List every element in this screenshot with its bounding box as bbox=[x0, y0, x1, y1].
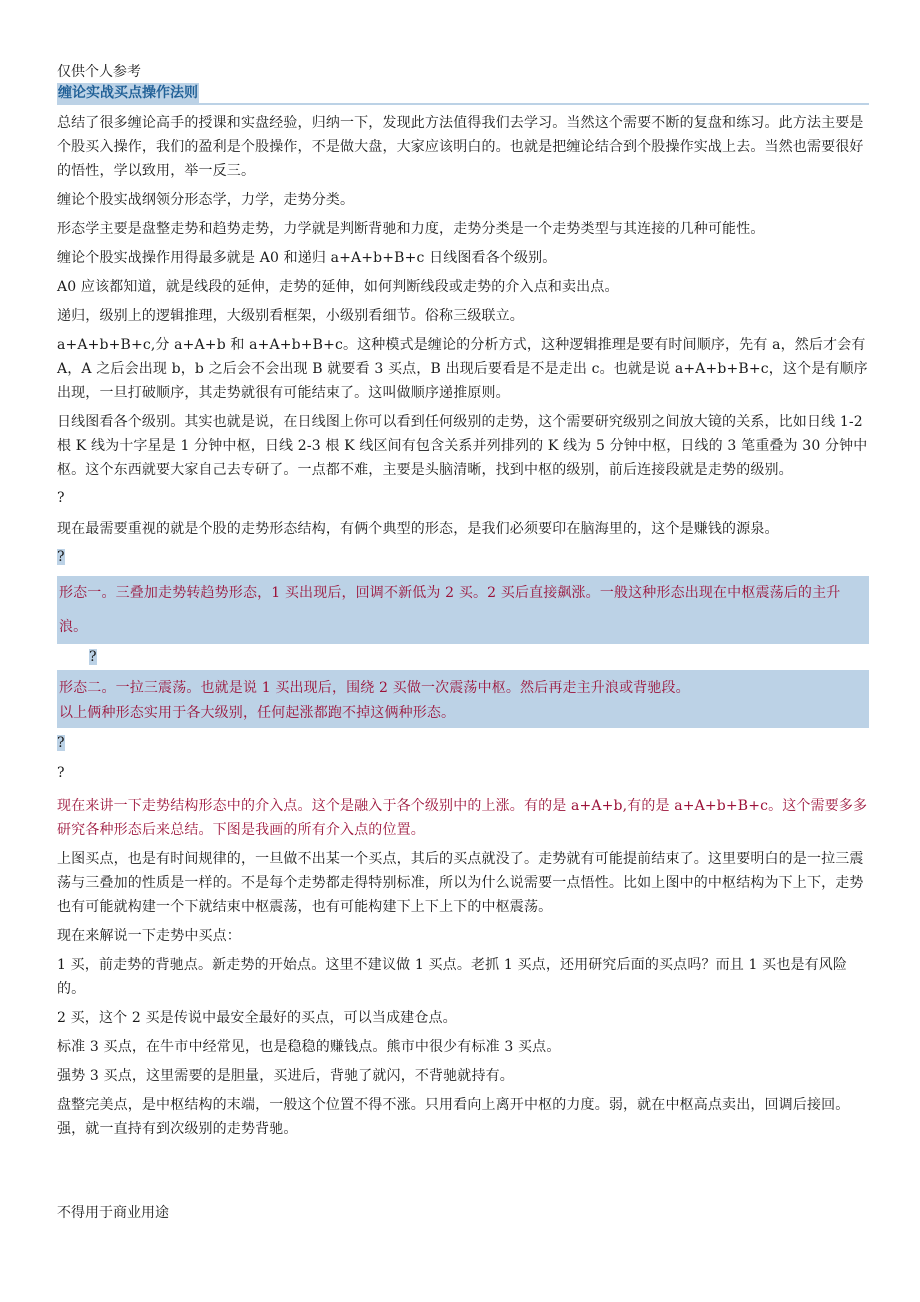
paragraph-intro: 总结了很多缠论高手的授课和实盘经验，归纳一下，发现此方法值得我们去学习。当然这个需要不断的复盘和练习。此方法主要是个股买入操作，我们的盈利是个股操作，不是做大盘，大家应该明白的。也就是把缠论结合到个股操作实战上去。当然也需要很好的悟性，学以致用，举一反三。 bbox=[57, 115, 864, 179]
document-title: 缠论实战买点操作法则 bbox=[58, 85, 198, 101]
paragraph-morphology: 形态学主要是盘整走势和趋势走势，力学就是判断背驰和力度，走势分类是一个走势类型与其连接的几种可能性。 bbox=[57, 221, 765, 237]
question-mark-indented bbox=[57, 646, 869, 668]
paragraph-sequence: a+A+b+B+c,分 a+A+b 和 a+A+b+B+c。这种模式是缠论的分析方式，这种逻辑推理是要有时间顺序，先有 a，然后才会有 A，A 之后会出现 b，b 之后会不会出现 B 就要看 3 买点，B 出现后要看是不是走出 c。也就是说 a+A+b+B+c，这个是有顺序出现，一旦打破顺序，其走势就很有可能结束了。这叫做顺序递推原则。 bbox=[57, 337, 868, 401]
form-one-text: 形态一。三叠加走势转趋势形态，1 买出现后，回调不新低为 2 买。2 买后直接飙涨。一般这种形态出现在中枢震荡后的主升浪。 bbox=[59, 585, 841, 635]
paragraph-consolidation: 盘整完美点，是中枢结构的末端，一般这个位置不得不涨。只用看向上离开中枢的力度。弱，就在中枢高点卖出，回调后接回。强，就一直持有到次级别的走势背驰。 bbox=[57, 1097, 850, 1137]
question-mark-highlight bbox=[57, 732, 869, 754]
paragraph-a0: A0 应该都知道，就是线段的延伸，走势的延伸，如何判断线段或走势的介入点和卖出点。 bbox=[57, 279, 619, 295]
paragraph-entry-points: 现在来讲一下走势结构形态中的介入点。这个是融入于各个级别中的上涨。有的是 a+A+b,有的是 a+A+b+B+c。这个需要多多研究各种形态后来总结。下图是我画的所有介入点的位置。 bbox=[57, 798, 868, 838]
form-one-block bbox=[57, 576, 869, 644]
paragraph-buy-timing: 上图买点，也是有时间规律的，一旦做不出某一个买点，其后的买点就没了。走势就有可能提前结束了。这里要明白的是一拉三震荡与三叠加的性质是一样的。不是每个走势都走得特别标准，所以为什么说需要一点悟性。比如上图中的中枢结构为下上下，走势也有可能就构建一个下就结束中枢震荡，也有可能构建下上下上下的中枢震荡。 bbox=[57, 851, 864, 915]
paragraph-daily-chart: 日线图看各个级别。其实也就是说，在日线图上你可以看到任何级别的走势，这个需要研究级别之间放大镜的关系，比如日线 1-2 根 K 线为十字星是 1 分钟中枢，日线 2-3 根 K 线区间有包含关系并列排列的 K 线为 5 分钟中枢，日线的 3 笔重叠为 30 分钟中枢。这个东西就要大家自己去专研了。一点都不难，主要是头脑清晰，找到中枢的级别，前后连接段就是走势的级别。 bbox=[57, 414, 868, 478]
page-header: 仅供个人参考 bbox=[57, 64, 141, 80]
question-mark-highlight bbox=[57, 546, 869, 568]
form-two-block bbox=[57, 670, 869, 728]
question-mark-text: ? bbox=[57, 735, 65, 751]
paragraph-buy-1: 1 买，前走势的背驰点。新走势的开始点。这里不建议做 1 买点。老抓 1 买点，还用研究后面的买点吗？而且 1 买也是有风险的。 bbox=[57, 957, 848, 997]
title-underline bbox=[57, 103, 869, 105]
question-mark: ? bbox=[57, 765, 65, 781]
paragraph-a0-recursion: 缠论个股实战操作用得最多就是 A0 和递归 a+A+b+B+c 日线图看各个级别。 bbox=[57, 250, 557, 266]
document-page bbox=[57, 62, 869, 1146]
forms-note-text: 以上俩种形态实用于各大级别，任何起涨都跑不掉这俩种形态。 bbox=[59, 705, 456, 721]
title-wrap bbox=[57, 82, 869, 103]
paragraph-recursion: 递归，级别上的逻辑推理，大级别看框架，小级别看细节。俗称三级联立。 bbox=[57, 308, 524, 324]
paragraph-buy-3-strong: 强势 3 买点，这里需要的是胆量，买进后，背驰了就闪，不背驰就持有。 bbox=[57, 1068, 514, 1084]
paragraph-structure: 现在最需要重视的就是个股的走势形态结构，有俩个典型的形态，是我们必须要印在脑海里的，这个是赚钱的源泉。 bbox=[57, 521, 779, 537]
paragraph-buy-points-intro: 现在来解说一下走势中买点： bbox=[57, 928, 241, 944]
question-mark: ? bbox=[57, 490, 65, 506]
paragraph-buy-3-standard: 标准 3 买点，在牛市中经常见，也是稳稳的赚钱点。熊市中很少有标准 3 买点。 bbox=[57, 1039, 561, 1055]
question-mark-text: ? bbox=[89, 649, 97, 665]
page-footer: 不得用于商业用途 bbox=[57, 1205, 169, 1221]
form-two-text: 形态二。一拉三震荡。也就是说 1 买出现后，围绕 2 买做一次震荡中枢。然后再走主升浪或背驰段。 bbox=[59, 680, 690, 696]
paragraph-outline: 缠论个股实战纲领分形态学，力学，走势分类。 bbox=[57, 192, 355, 208]
paragraph-buy-2: 2 买，这个 2 买是传说中最安全最好的买点，可以当成建仓点。 bbox=[57, 1010, 457, 1026]
question-mark-text: ? bbox=[57, 549, 65, 565]
